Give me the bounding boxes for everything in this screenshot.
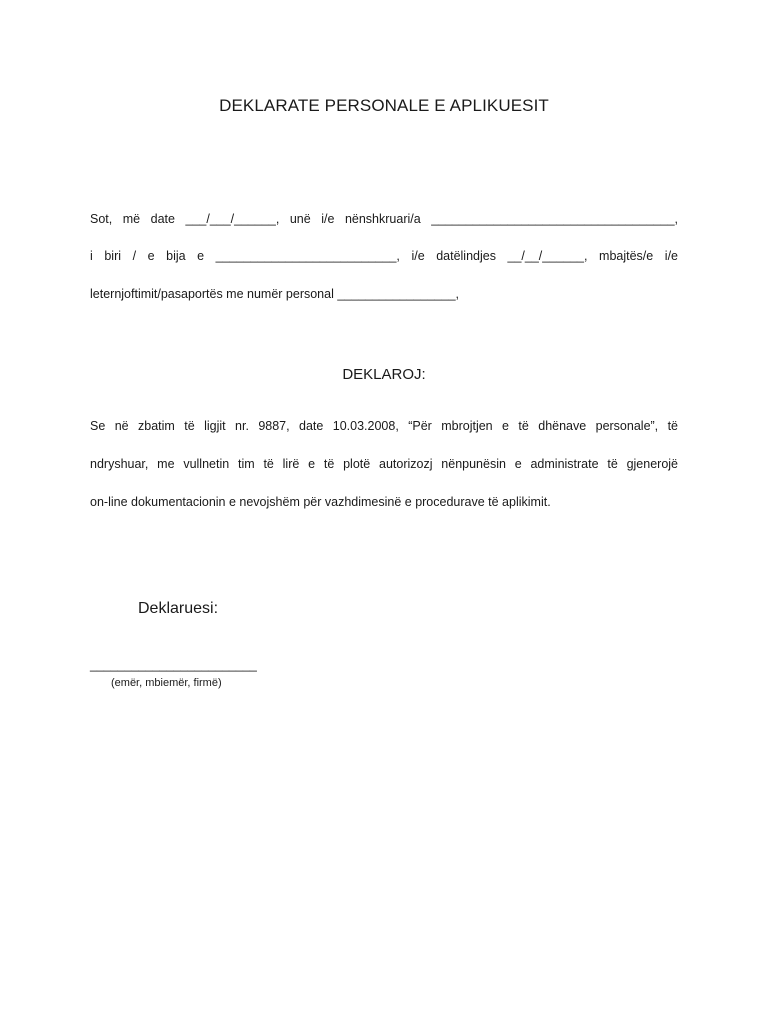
body-line-3: on-line dokumentacionin e nevojshëm për vazhdimesinë e procedurave të aplikimit.	[90, 495, 551, 509]
intro-line-2: i biri / e bija e __________________________, i/e datëlindjes __/__/______, mbajtës/e i/e	[90, 249, 678, 263]
signature-line: ________________________	[90, 658, 257, 672]
declarant-label: Deklaruesi:	[138, 600, 219, 617]
declaration-heading: DEKLAROJ:	[342, 366, 426, 383]
intro-line-3: leternjoftimit/pasaportës me numër personal _________________,	[90, 287, 459, 301]
body-line-1: Se në zbatim të ligjit nr. 9887, date 10.03.2008, “Për mbrojtjen e të dhënave personale”, të	[90, 419, 678, 433]
intro-line-1: Sot, më date ___/___/______, unë i/e nënshkruari/a ___________________________________,	[90, 212, 678, 226]
document-title: DEKLARATE PERSONALE E APLIKUESIT	[219, 96, 549, 115]
signature-caption: (emër, mbiemër, firmë)	[111, 677, 222, 689]
body-line-2: ndryshuar, me vullnetin tim të lirë e të plotë autorizozj nënpunësin e administrate të gjenerojë	[90, 457, 678, 471]
